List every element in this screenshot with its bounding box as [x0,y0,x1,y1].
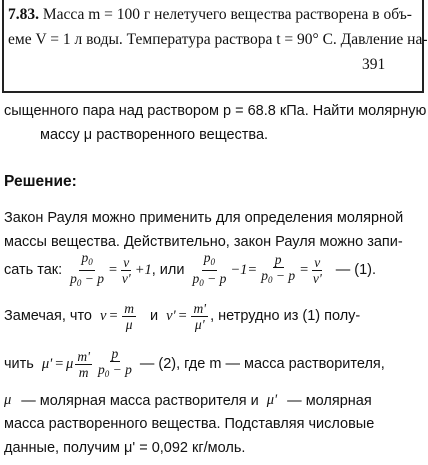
text-and: и [149,308,159,324]
fraction-p0-over-p0-minus-p-2: $\frac{p_0}{p_0 - p}$ [192,249,227,288]
fraction-m-prime-over-m: $\frac{m'}{m}$ [77,348,90,380]
fraction-nu-over-nu-prime-2: $\frac{\nu}{\nu'}$ [312,254,322,286]
text-noting: Замечая, что [4,308,92,324]
solution-heading: Решение: [4,173,77,190]
text-or: , или [151,262,185,278]
text-write-as: сать так: [4,262,63,278]
fraction-p0-over-p0-minus-p: $\frac{p_0}{p_0 - p}$ [70,249,105,288]
solution-line-8-result: данные, получим μ' = 0,092 кг/моль. [4,440,246,456]
fraction-nu-over-nu-prime: $\frac{\nu}{\nu'}$ [121,254,131,286]
solution-line-3: сать так: $\frac{p_0}{p_0 - p}$ = $\frac{\nu}{\nu'}$ +1 , или $\frac{p_0}{p_0 - p}$ −1 = $\frac{p}{p_0 - p}$ = $\frac{\nu}{\nu'}$ — (1). [4,252,376,288]
solution-line-6: μ — молярная масса растворителя и μ' — молярная [4,392,372,409]
solution-line-2: массы вещества. Действительно, закон Рауля можно запи- [4,234,403,250]
solution-line-5: чить μ' = μ $\frac{m'}{m}$ $\frac{p}{p_0 - p}$ — (2), где m — масса растворителя, [4,344,385,384]
equation-1-label: — (1). [335,262,377,278]
equation-2-text: — (2), где m — масса растворителя, [139,356,385,372]
problem-line-4: массу μ растворенного вещества. [40,127,269,143]
problem-line-1 [8,6,412,24]
solution-line-7: масса растворенного вещества. Подставляя числовые [4,416,375,432]
problem-number: 7.83. [8,6,39,23]
fraction-m-prime-over-mu-prime: $\frac{m'}{\mu'}$ [193,300,207,332]
solution-line-4: Замечая, что ν = $\frac{m}{\mu}$ и ν' = $\frac{m'}{\mu'}$ , нетрудно из (1) полу- [4,300,361,332]
fraction-m-over-mu: $\frac{m}{\mu}$ [124,300,134,332]
problem-text-1: Масса m = 100 г нелетучего вещества растворена в объ- [42,6,412,23]
fraction-p-over-p0-minus-p: $\frac{p}{p_0 - p}$ [261,252,296,285]
text-not-hard-to-get: , нетрудно из (1) полу- [210,308,361,324]
solution-line-1: Закон Рауля можно применить для определения молярной [4,210,404,226]
problem-line-3: сыщенного пара над раствором p = 68.8 кПа. Найти молярную [4,103,427,119]
page-number: 391 [362,56,386,73]
problem-line-2: еме V = 1 л воды. Температура раствора t = 90° C. Давление на- [8,31,428,48]
fraction-p-over-p0-minus-p-3: $\frac{p}{p_0 - p}$ [97,346,132,379]
text-solvent-molar-mass: — молярная масса растворителя и [21,392,259,409]
text-molar: — молярная [287,392,372,409]
text-get: чить [4,356,34,372]
